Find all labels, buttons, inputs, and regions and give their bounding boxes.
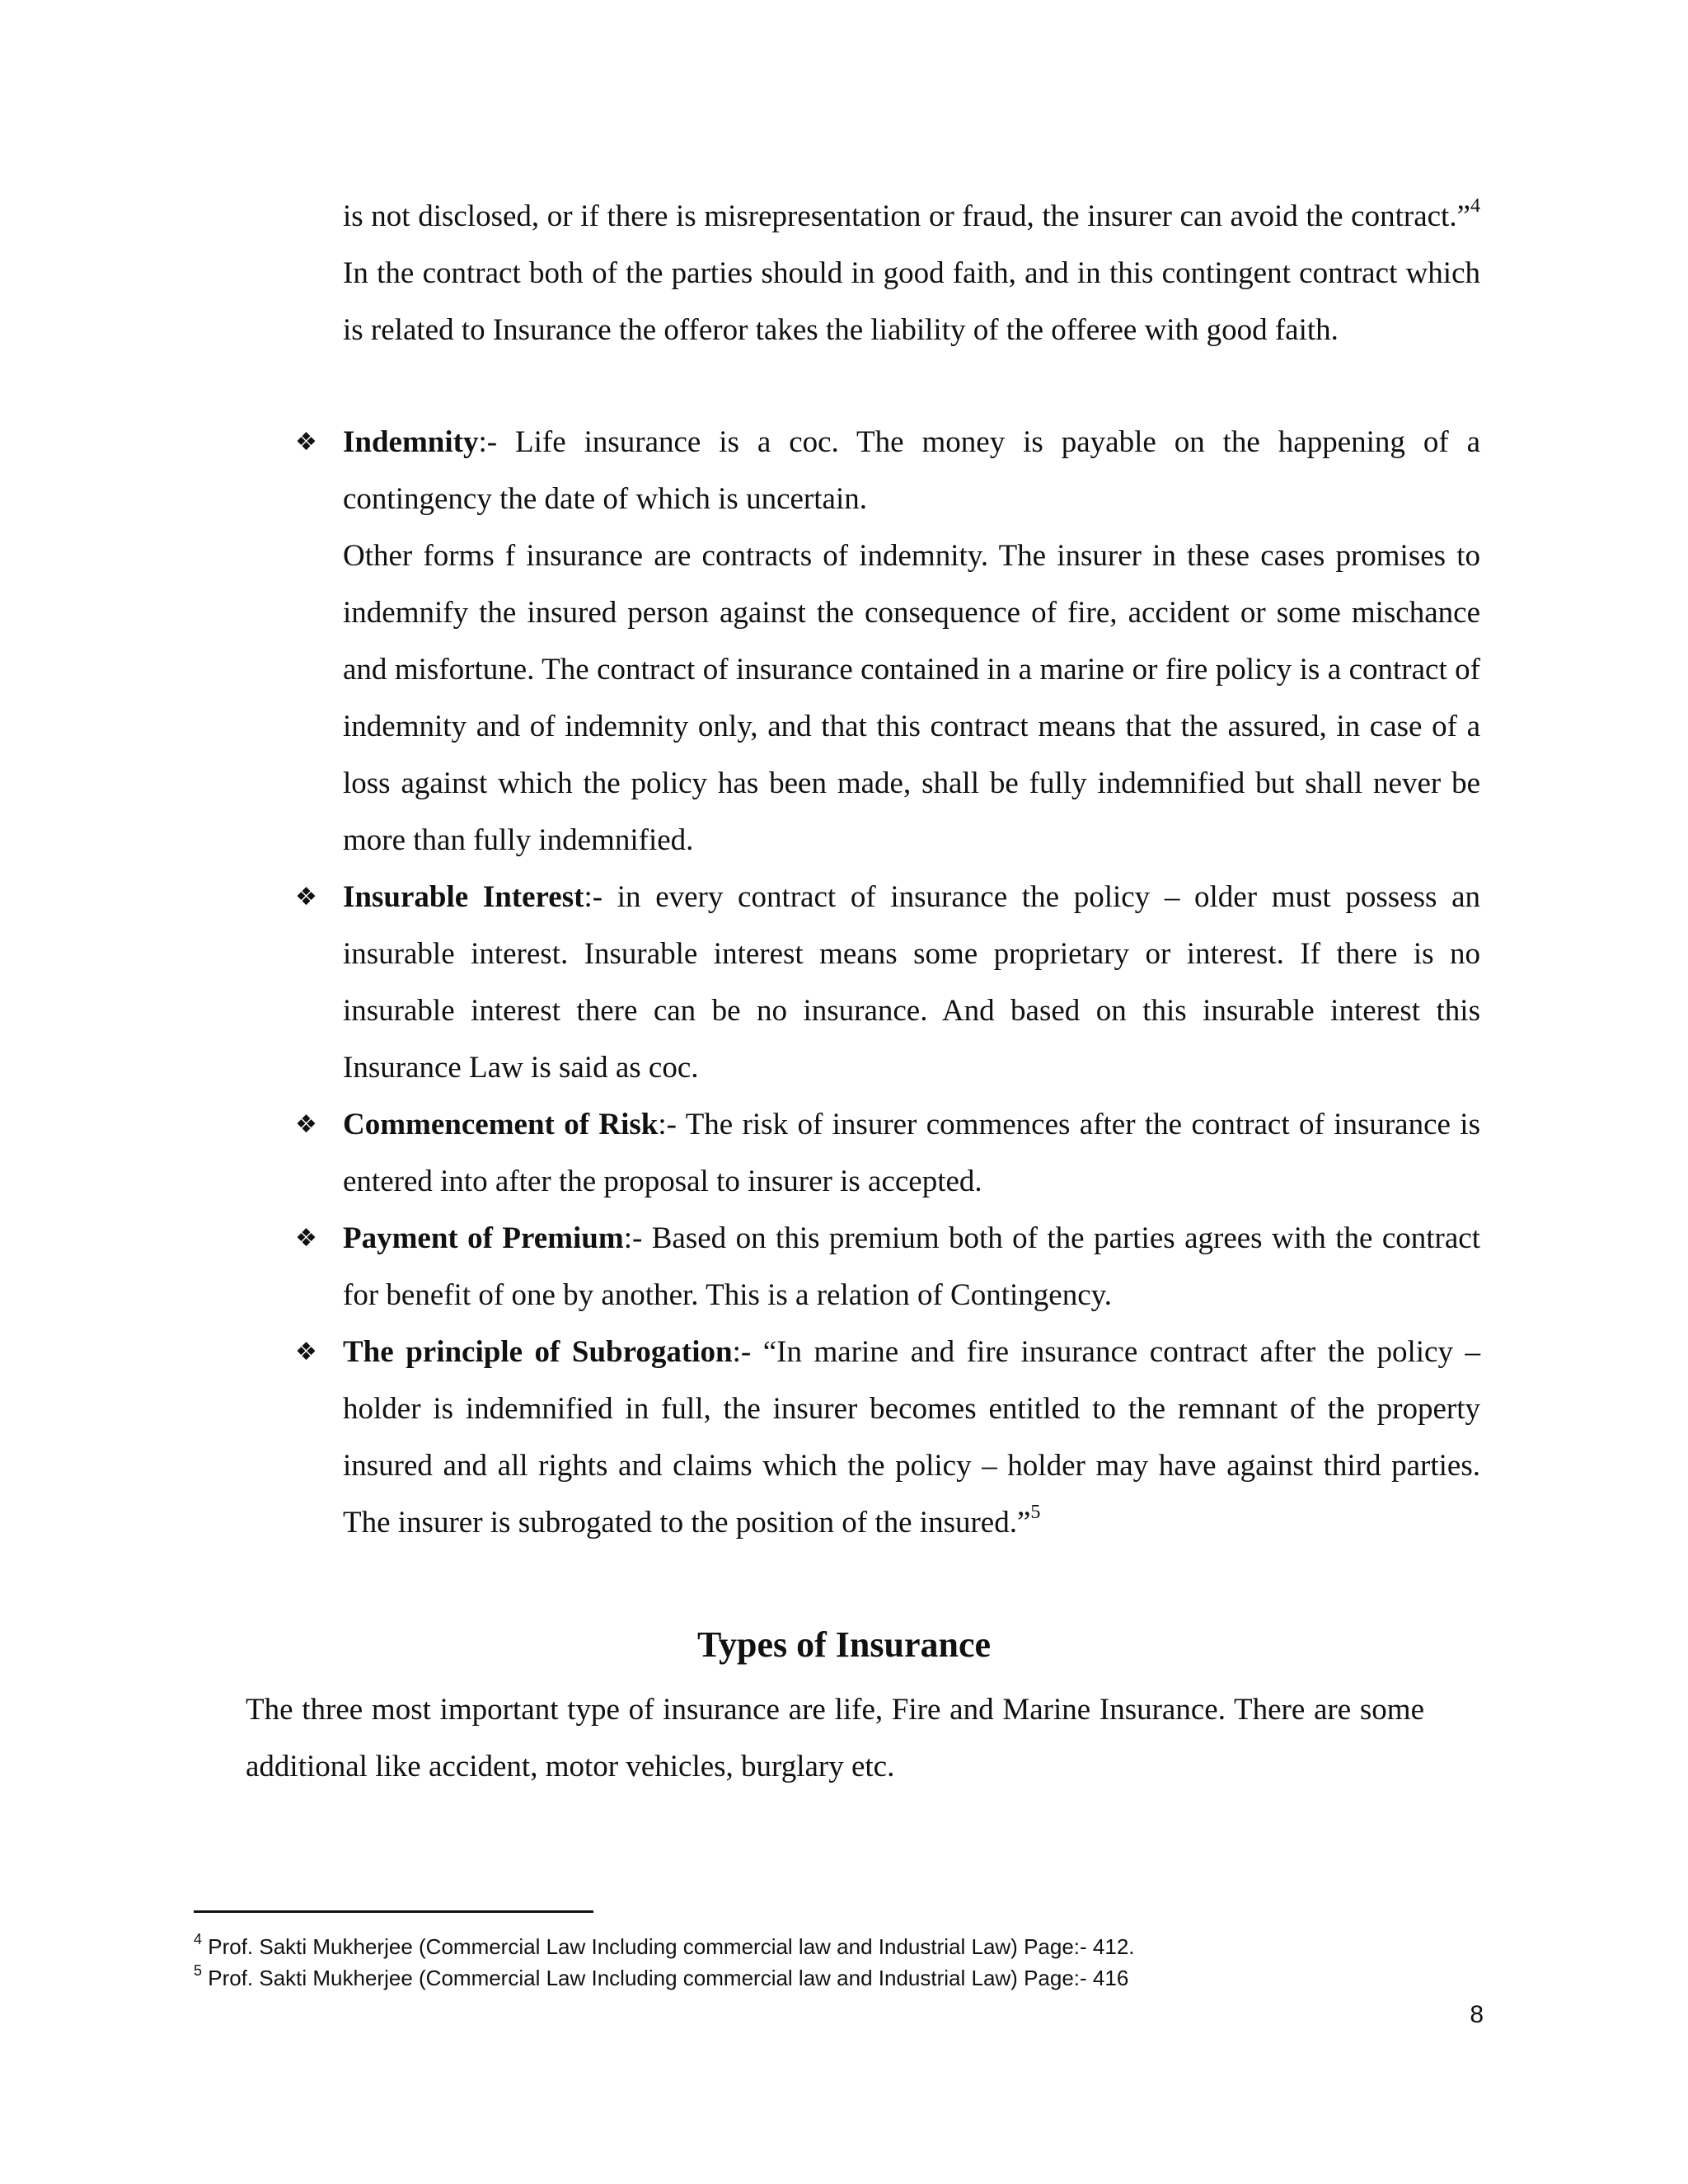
bullet-commencement-of-risk-paragraph	[343, 1096, 1480, 1210]
page-number: 8	[1470, 2001, 1484, 2028]
bullet-insurable-interest-paragraph	[343, 869, 1480, 1096]
bullet-payment-of-premium-text: :- Based on this premium both of the parties agrees with the contract for benefit of one by another. This is a relation of Contingency.	[343, 1221, 1480, 1312]
diamond-bullet-icon: ❖	[295, 1110, 317, 1139]
term-principle-of-subrogation: The principle of Subrogation	[343, 1335, 733, 1369]
bullet-principle-of-subrogation	[295, 1324, 1480, 1551]
diamond-bullet-icon: ❖	[295, 883, 317, 912]
footnote-text: Prof. Sakti Mukherjee (Commercial Law Including commercial law and Industrial Law) Page:- 412.	[202, 1934, 1135, 1959]
footnote-5	[194, 1962, 1512, 1994]
bullet-insurable-interest-text: :- in every contract of insurance the policy – older must possess an insurable interest. Insurable interest means some proprietary or interest. If there is no insurable interest there can be no insurance. And based on this insurable interest this Insurance Law is said as coc.	[343, 880, 1480, 1085]
term-payment-of-premium: Payment of Premium	[343, 1221, 624, 1255]
footnote-ref-5[interactable]: 5	[1030, 1501, 1041, 1523]
continuation-text-after-ref: In the contract both of the parties should in good faith, and in this contingent contract which is related to Insurance the offeror takes the liability of the offeree with good faith.	[343, 256, 1480, 347]
term-insurable-interest: Insurable Interest	[343, 880, 584, 914]
term-commencement-of-risk: Commencement of Risk	[343, 1108, 659, 1141]
footnote-text: Prof. Sakti Mukherjee (Commercial Law Including commercial law and Industrial Law) Page:- 416	[202, 1966, 1129, 1990]
bullet-indemnity	[295, 414, 1480, 869]
term-indemnity: Indemnity	[343, 425, 479, 459]
principles-list	[295, 414, 1480, 1551]
continuation-paragraph	[343, 188, 1480, 359]
bullet-principle-of-subrogation-text: :- “In marine and fire insurance contract after the policy – holder is indemnified in full, the insurer becomes entitled to the remnant of the property insured and all rights and claims which the policy – holder may have against third parties. The insurer is subrogated to the position of the insured.”	[343, 1335, 1480, 1540]
footnote-number: 5	[194, 1962, 203, 1980]
bullet-commencement-of-risk	[295, 1096, 1480, 1210]
footnote-separator	[194, 1910, 593, 1913]
bullet-commencement-of-risk-text: :- The risk of insurer commences after the contract of insurance is entered into after the proposal to insurer is accepted.	[343, 1108, 1480, 1198]
bullet-insurable-interest	[295, 869, 1480, 1096]
section-intro-paragraph: The three most important type of insurance are life, Fire and Marine Insurance. There are some additional like accident, motor vehicles, burglary etc.	[246, 1693, 1424, 1783]
diamond-bullet-icon: ❖	[295, 428, 317, 457]
footnote-ref-4[interactable]: 4	[1470, 194, 1480, 217]
bullet-indemnity-text: :- Life insurance is a coc. The money is payable on the happening of a contingency the date of which is uncertain.	[343, 425, 1480, 516]
continuation-text-before-ref: is not disclosed, or if there is misrepresentation or fraud, the insurer can avoid the contract.”	[343, 199, 1470, 233]
footnotes	[194, 1931, 1512, 1994]
diamond-bullet-icon: ❖	[295, 1224, 317, 1253]
section-heading: Types of Insurance	[696, 1624, 992, 1665]
bullet-payment-of-premium-paragraph	[343, 1210, 1480, 1324]
bullet-indemnity-paragraph-1	[343, 414, 1480, 527]
bullet-indemnity-paragraph-2: Other forms f insurance are contracts of indemnity. The insurer in these cases promises to indemnify the insured person against the consequence of fire, accident or some mischance and misfortune. The contract of insurance contained in a marine or fire policy is a contract of indemnity and of indemnity only, and that this contract means that the assured, in case of a loss against which the policy has been made, shall be fully indemnified but shall never be more than fully indemnified.	[343, 539, 1480, 857]
bullet-payment-of-premium	[295, 1210, 1480, 1324]
footnote-4	[194, 1931, 1512, 1962]
diamond-bullet-icon: ❖	[295, 1338, 317, 1366]
footnote-number: 4	[194, 1931, 203, 1948]
bullet-principle-of-subrogation-paragraph	[343, 1324, 1480, 1551]
